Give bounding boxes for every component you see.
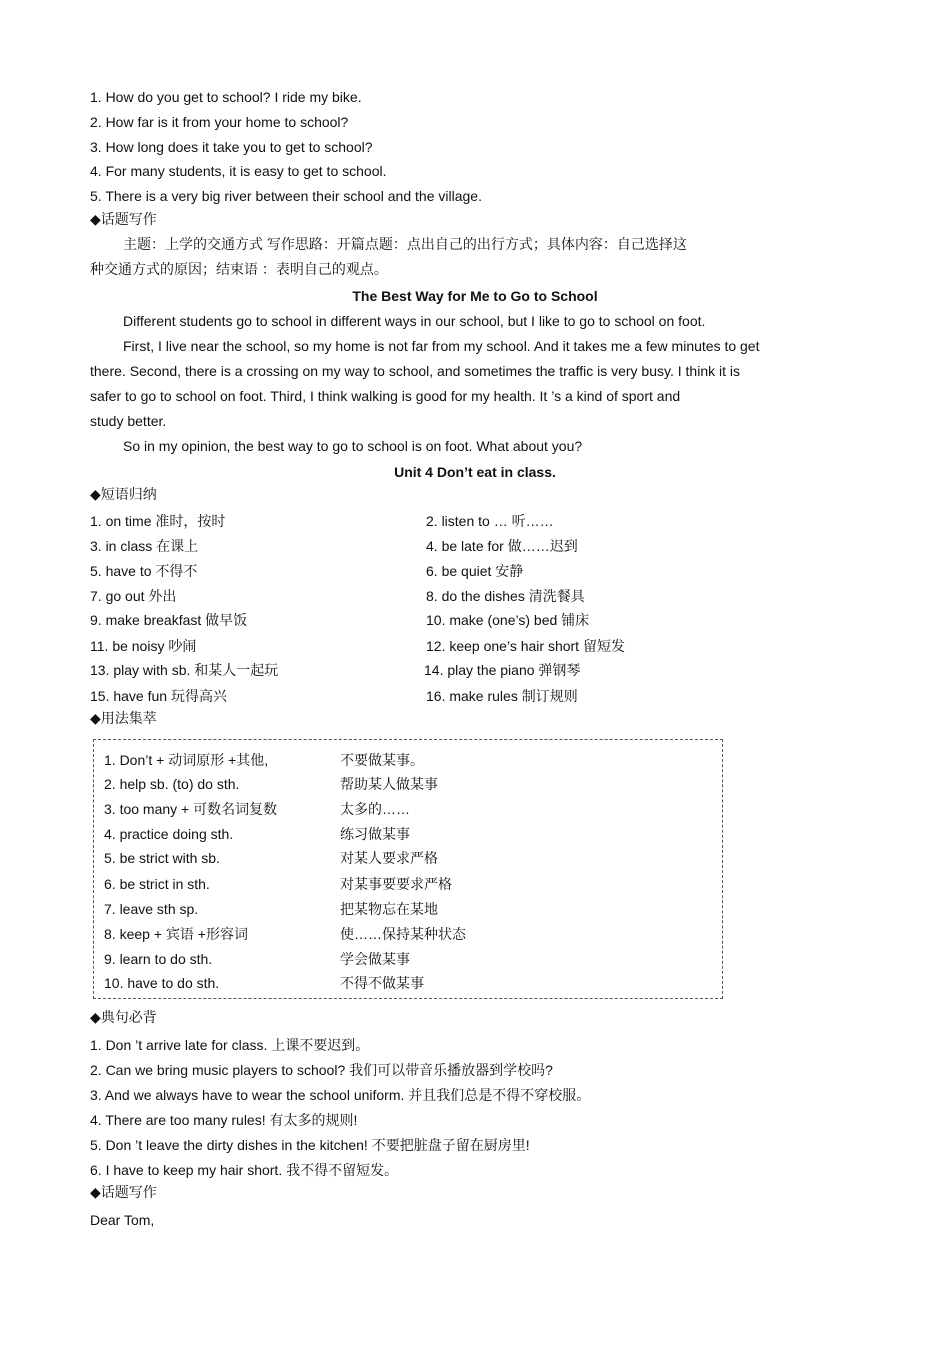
- phrase-item: 7. go out 外出: [90, 588, 177, 604]
- usage-phrase: 10. have to do sth.: [104, 975, 220, 991]
- usage-phrase: 2. help sb. (to) do sth.: [104, 776, 240, 792]
- question-line: 4. For many students, it is easy to get to school.: [90, 163, 387, 179]
- phrase-item: 12. keep one’s hair short 留短发: [426, 638, 625, 654]
- usage-meaning: 使……保持某种状态: [340, 926, 466, 942]
- essay-paragraph: study better.: [90, 413, 167, 429]
- usage-meaning: 对某人要求严格: [340, 850, 438, 866]
- sentence-line: 4. There are too many rules! 有太多的规则!: [90, 1112, 358, 1128]
- phrase-item: 16. make rules 制订规则: [426, 688, 578, 704]
- usage-phrase: 9. learn to do sth.: [104, 951, 213, 967]
- usage-meaning: 学会做某事: [340, 951, 410, 967]
- question-line: 1. How do you get to school? I ride my bike.: [90, 89, 362, 105]
- question-line: 3. How long does it take you to get to school?: [90, 139, 373, 155]
- sentence-line: 5. Don ’t leave the dirty dishes in the kitchen! 不要把脏盘子留在厨房里!: [90, 1137, 530, 1153]
- section-heading: ◆话题写作: [90, 211, 157, 227]
- sentence-line: 6. I have to keep my hair short. 我不得不留短发。: [90, 1162, 399, 1178]
- usage-phrase: 3. too many + 可数名词复数: [104, 801, 278, 817]
- phrase-item: 8. do the dishes 清洗餐具: [426, 588, 585, 604]
- phrase-item: 2. listen to … 听……: [426, 513, 554, 529]
- section-heading: ◆话题写作: [90, 1184, 157, 1200]
- essay-paragraph: First, I live near the school, so my home is not far from my school. And it takes me a few minutes to get: [123, 338, 760, 354]
- phrase-item: 3. in class 在课上: [90, 538, 199, 554]
- letter-salutation: Dear Tom,: [90, 1212, 155, 1228]
- sentence-line: 2. Can we bring music players to school? 我们可以带音乐播放器到学校吗?: [90, 1062, 553, 1078]
- sentence-line: 3. And we always have to wear the school uniform. 并且我们总是不得不穿校服。: [90, 1087, 591, 1103]
- usage-meaning: 不得不做某事: [340, 975, 424, 991]
- essay-paragraph: So in my opinion, the best way to go to school is on foot. What about you?: [123, 438, 583, 454]
- essay-paragraph: safer to go to school on foot. Third, I think walking is good for my health. It ’s a kind of sport and: [90, 388, 681, 404]
- question-line: 5. There is a very big river between their school and the village.: [90, 188, 482, 204]
- usage-meaning: 练习做某事: [340, 826, 410, 842]
- phrase-item: 4. be late for 做……迟到: [426, 538, 578, 554]
- usage-phrase: 6. be strict in sth.: [104, 876, 210, 892]
- usage-meaning: 太多的……: [340, 801, 410, 817]
- phrase-item: 15. have fun 玩得高兴: [90, 688, 227, 704]
- section-heading: ◆短语归纳: [90, 486, 157, 502]
- phrase-item: 10. make (one’s) bed 铺床: [426, 612, 590, 628]
- phrase-item: 1. on time 准时，按时: [90, 513, 226, 529]
- phrase-item: 9. make breakfast 做早饭: [90, 612, 248, 628]
- phrase-item: 14. play the piano 弹钢琴: [424, 662, 581, 678]
- phrase-item: 6. be quiet 安静: [426, 563, 524, 579]
- sentence-line: 1. Don ’t arrive late for class. 上课不要迟到。: [90, 1037, 370, 1053]
- essay-paragraph: Different students go to school in different ways in our school, but I like to go to school on foot.: [123, 313, 706, 329]
- usage-phrase: 8. keep + 宾语 +形容词: [104, 926, 248, 942]
- question-line: 2. How far is it from your home to school?: [90, 114, 349, 130]
- essay-paragraph: there. Second, there is a crossing on my way to school, and sometimes the traffic is very busy. I think it is: [90, 363, 740, 379]
- usage-meaning: 帮助某人做某事: [340, 776, 438, 792]
- usage-phrase: 4. practice doing sth.: [104, 826, 234, 842]
- writing-brief: 主题：上学的交通方式 写作思路：开篇点题：点出自己的出行方式；具体内容：自己选择这: [123, 236, 687, 252]
- phrase-item: 5. have to 不得不: [90, 563, 198, 579]
- section-heading: ◆典句必背: [90, 1009, 157, 1025]
- usage-phrase: 1. Don’t + 动词原形 +其他,: [104, 752, 269, 768]
- phrase-item: 11. be noisy 吵闹: [90, 638, 197, 654]
- essay-title: The Best Way for Me to Go to School: [352, 288, 598, 304]
- usage-phrase: 5. be strict with sb.: [104, 850, 220, 866]
- writing-brief: 种交通方式的原因；结束语 ：表明自己的观点。: [90, 261, 388, 277]
- usage-meaning: 对某事要要求严格: [340, 876, 452, 892]
- usage-phrase: 7. leave sth sp.: [104, 901, 199, 917]
- phrase-item: 13. play with sb. 和某人一起玩: [90, 662, 279, 678]
- usage-meaning: 不要做某事。: [340, 752, 424, 768]
- usage-meaning: 把某物忘在某地: [340, 901, 438, 917]
- unit-title: Unit 4 Don’t eat in class.: [394, 464, 556, 480]
- section-heading: ◆用法集萃: [90, 710, 157, 726]
